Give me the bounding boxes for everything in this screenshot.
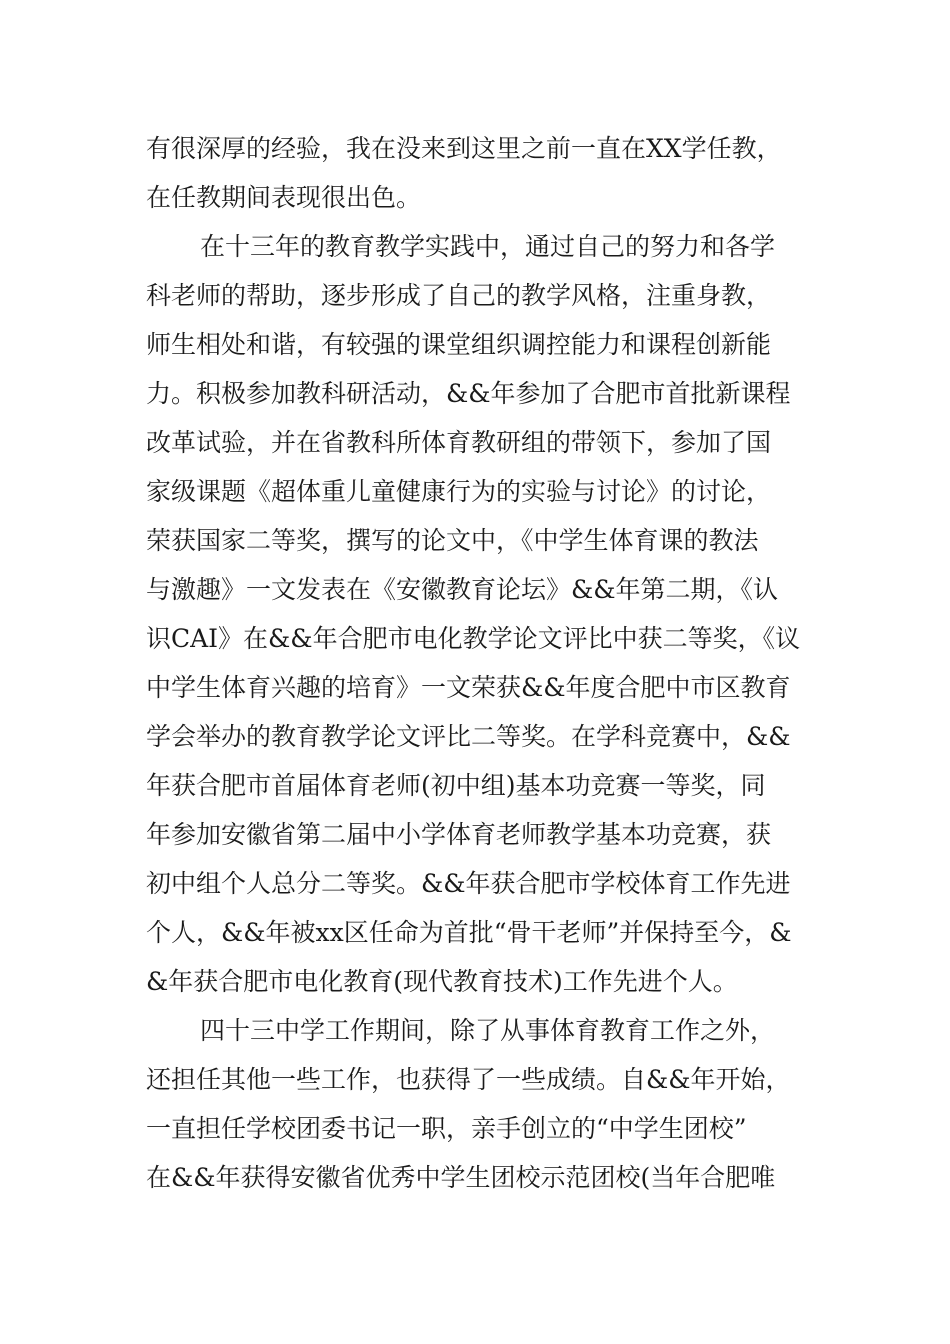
text-line: 有很深厚的经验，我在没来到这里之前一直在XX学任教， bbox=[146, 134, 782, 163]
text-line: 在&&年获得安徽省优秀中学生团校示范团校(当年合肥唯 bbox=[146, 1163, 776, 1192]
text-line: 与激趣》一文发表在《安徽教育论坛》&&年第二期，《认 bbox=[146, 575, 779, 604]
text-line: 还担任其他一些工作，也获得了一些成绩。自&&年开始， bbox=[146, 1065, 791, 1094]
text-line: 中学生体育兴趣的培育》一文荣获&&年度合肥中市区教育 bbox=[146, 673, 791, 702]
text-line: 在任教期间表现很出色。 bbox=[146, 183, 422, 212]
text-line: 识CAI》在&&年合肥市电化教学论文评比中获二等奖，《议 bbox=[146, 624, 801, 653]
document-body bbox=[146, 124, 811, 1202]
text-line: 科老师的帮助，逐步形成了自己的教学风格，注重身教， bbox=[146, 281, 772, 310]
text-line: 改革试验，并在省教科所体育教研组的带领下，参加了国 bbox=[146, 428, 772, 457]
text-line: 力。积极参加教科研活动，&&年参加了合肥市首批新课程 bbox=[146, 379, 791, 408]
text-line: 四十三中学工作期间，除了从事体育教育工作之外， bbox=[200, 1016, 776, 1045]
text-line: 年获合肥市首届体育老师(初中组)基本功竞赛一等奖，同 bbox=[146, 771, 766, 800]
text-line: 荣获国家二等奖，撰写的论文中，《中学生体育课的教法 bbox=[146, 526, 759, 555]
text-line: 初中组个人总分二等奖。&&年获合肥市学校体育工作先进 bbox=[146, 869, 791, 898]
text-line: 师生相处和谐，有较强的课堂组织调控能力和课程创新能 bbox=[146, 330, 772, 359]
text-line: 家级课题《超体重儿童健康行为的实验与讨论》的讨论， bbox=[146, 477, 772, 506]
text-line: 在十三年的教育教学实践中，通过自己的努力和各学 bbox=[200, 232, 776, 261]
text-line: &年获合肥市电化教育(现代教育技术)工作先进个人。 bbox=[146, 967, 738, 996]
paragraph bbox=[146, 222, 811, 1006]
text-line: 一直担任学校团委书记一职，亲手创立的“中学生团校” bbox=[146, 1114, 747, 1143]
paragraph bbox=[146, 124, 811, 222]
text-line: 学会举办的教育教学论文评比二等奖。在学科竞赛中，&& bbox=[146, 722, 791, 751]
text-line: 年参加安徽省第二届中小学体育老师教学基本功竞赛，获 bbox=[146, 820, 772, 849]
text-line: 个人，&&年被xx区任命为首批“骨干老师”并保持至今，& bbox=[146, 918, 792, 947]
paragraph bbox=[146, 1006, 811, 1202]
